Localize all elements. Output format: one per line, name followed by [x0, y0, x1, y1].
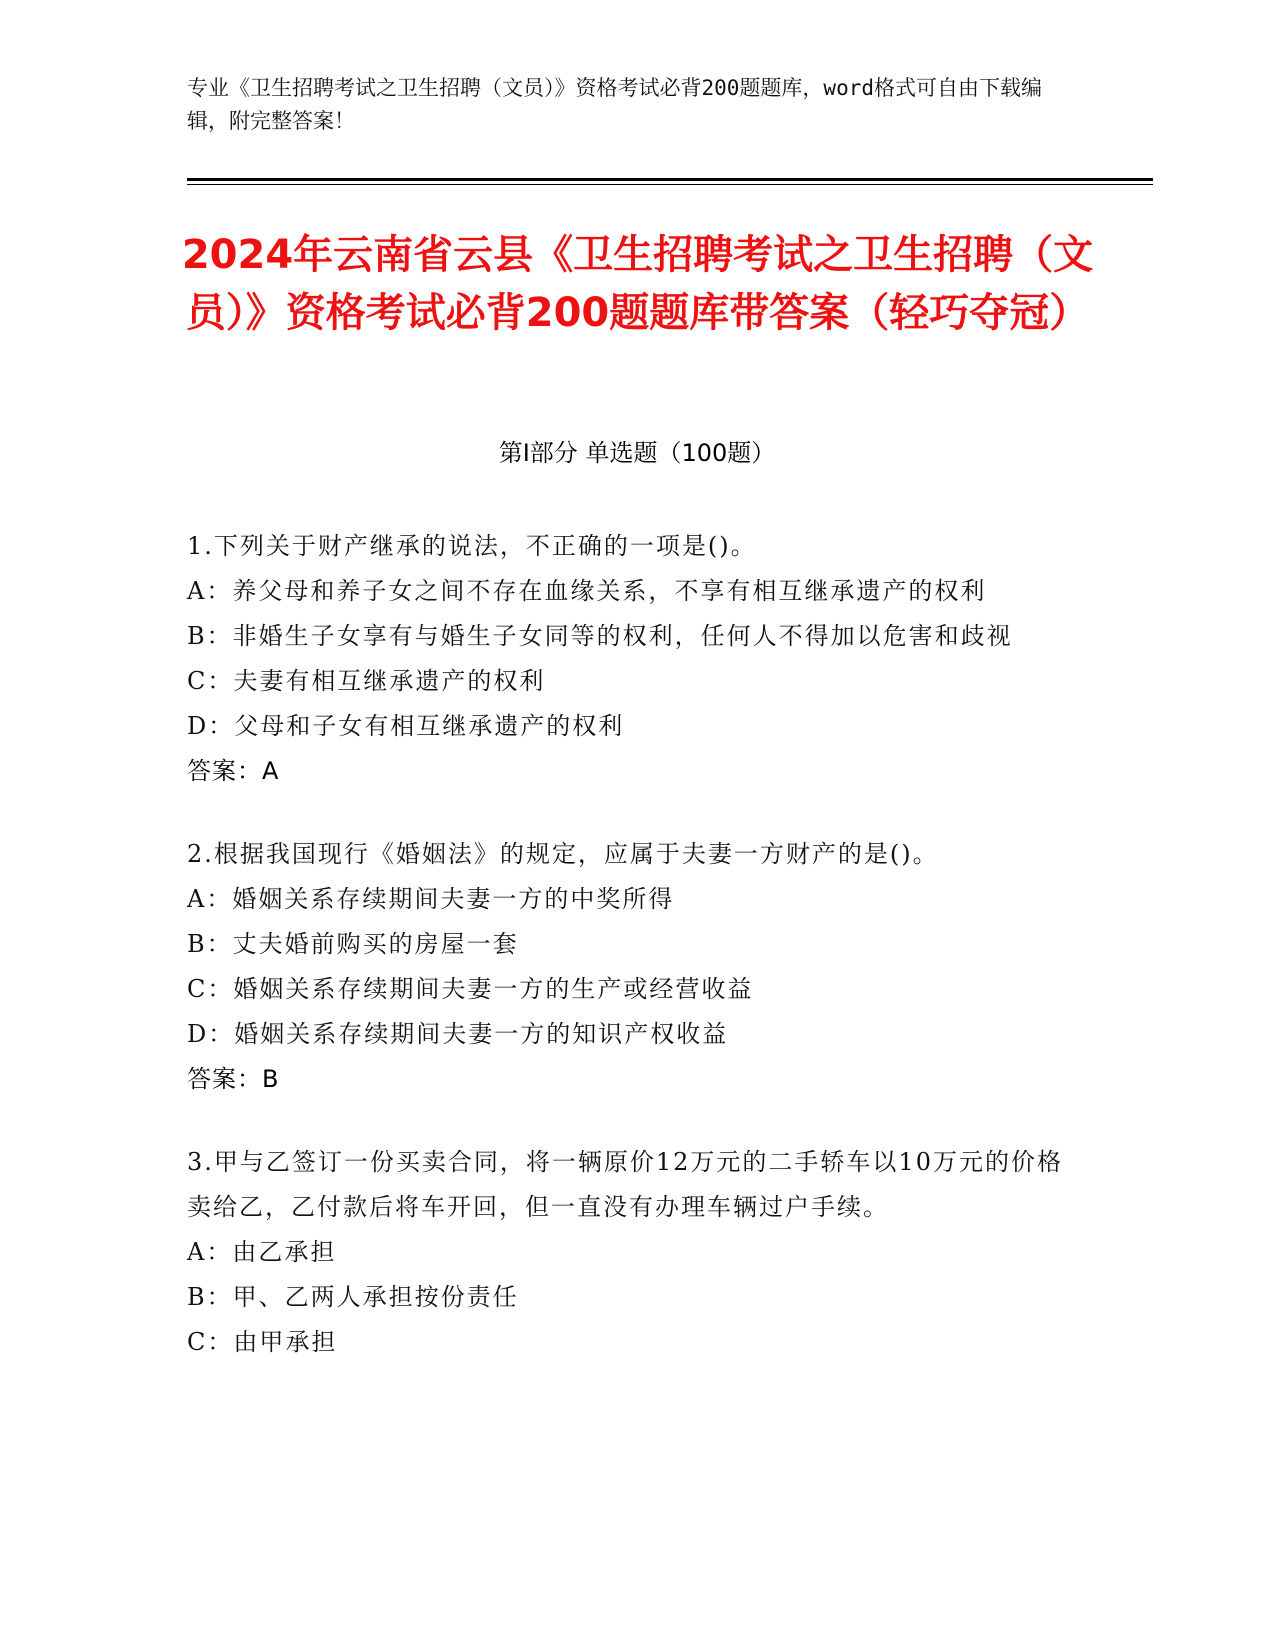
- header-rule-thick: [187, 178, 1153, 181]
- option-c: C：夫妻有相互继承遗产的权利: [187, 667, 546, 695]
- answer: 答案：A: [187, 757, 280, 785]
- option-a: A：由乙承担: [187, 1238, 337, 1266]
- document-title: 2024年云南省云县《卫生招聘考试之卫生招聘（文员）》资格考试必背200题题库带答案（轻巧夺冠）: [181, 232, 1094, 336]
- answer: 答案：B: [187, 1065, 280, 1093]
- option-c: C：婚姻关系存续期间夫妻一方的生产或经营收益: [187, 975, 754, 1003]
- question-2: [187, 832, 1067, 1102]
- section-heading: 第I部分 单选题（100题）: [498, 439, 776, 467]
- question-1: [187, 524, 1067, 794]
- question-stem: 1.下列关于财产继承的说法，不正确的一项是()。: [187, 532, 757, 560]
- header-note: 专业《卫生招聘考试之卫生招聘（文员）》资格考试必背200题题库，word格式可自由下载编辑，附完整答案！: [187, 76, 1042, 133]
- option-a: A：婚姻关系存续期间夫妻一方的中奖所得: [187, 885, 675, 913]
- question-stem: 2.根据我国现行《婚姻法》的规定，应属于夫妻一方财产的是()。: [187, 840, 939, 868]
- option-a: A：养父母和养子女之间不存在血缘关系，不享有相互继承遗产的权利: [187, 577, 987, 605]
- option-b: B：丈夫婚前购买的房屋一套: [187, 930, 519, 958]
- option-b: B：甲、乙两人承担按份责任: [187, 1283, 519, 1311]
- question-list: [187, 524, 1067, 1403]
- option-d: D：父母和子女有相互继承遗产的权利: [187, 712, 625, 740]
- question-stem: 3.甲与乙签订一份买卖合同，将一辆原价12万元的二手轿车以10万元的价格卖给乙，乙付款后将车开回，但一直没有办理车辆过户手续。: [187, 1148, 1063, 1221]
- question-3: [187, 1140, 1067, 1365]
- option-b: B：非婚生子女享有与婚生子女同等的权利，任何人不得加以危害和歧视: [187, 622, 1013, 650]
- option-d: D：婚姻关系存续期间夫妻一方的知识产权收益: [187, 1020, 729, 1048]
- header-rule-thin: [187, 184, 1153, 185]
- option-c: C：由甲承担: [187, 1328, 338, 1356]
